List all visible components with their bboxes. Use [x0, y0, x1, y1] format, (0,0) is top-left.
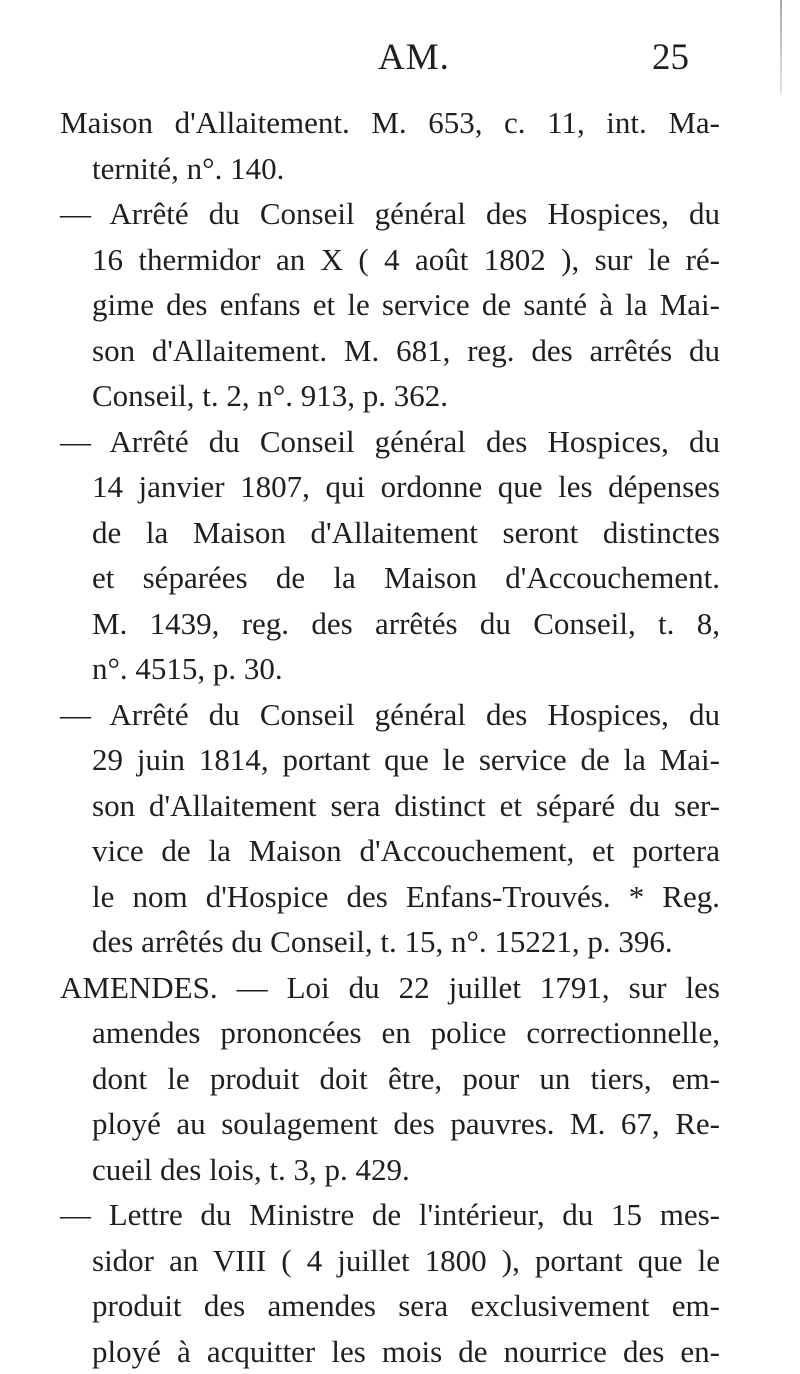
text-line: cueil des lois, t. 3, p. 429.	[60, 1147, 720, 1193]
text-line: Maison d'Allaitement. M. 653, c. 11, int. Ma-	[60, 100, 720, 146]
text-line: Conseil, t. 2, n°. 913, p. 362.	[60, 373, 720, 419]
text-line: AMENDES. — Loi du 22 juillet 1791, sur les	[60, 965, 720, 1011]
text-line: amendes prononcées en police correctionnelle,	[60, 1010, 720, 1056]
text-line: ployé à acquitter les mois de nourrice des en-	[60, 1329, 720, 1374]
text-line: sidor an VIII ( 4 juillet 1800 ), portant que le	[60, 1238, 720, 1284]
text-line: vice de la Maison d'Accouchement, et portera	[60, 828, 720, 874]
text-line: son d'Allaitement. M. 681, reg. des arrêtés du	[60, 328, 720, 374]
text-line: — Arrêté du Conseil général des Hospices, du	[60, 419, 720, 465]
text-line: et séparées de la Maison d'Accouchement.	[60, 555, 720, 601]
text-line: — Lettre du Ministre de l'intérieur, du 15 mes-	[60, 1192, 720, 1238]
text-line: le nom d'Hospice des Enfans-Trouvés. * Reg.	[60, 874, 720, 920]
text-line: dont le produit doit être, pour un tiers, em-	[60, 1056, 720, 1102]
text-line: son d'Allaitement sera distinct et séparé du ser-	[60, 783, 720, 829]
text-line: — Arrêté du Conseil général des Hospices, du	[60, 692, 720, 738]
page-number: 25	[652, 36, 689, 79]
text-line: M. 1439, reg. des arrêtés du Conseil, t. 8,	[60, 601, 720, 647]
text-line: produit des amendes sera exclusivement em-	[60, 1283, 720, 1329]
text-line: 29 juin 1814, portant que le service de la Mai-	[60, 737, 720, 783]
text-line: ternité, n°. 140.	[60, 146, 720, 192]
text-line: n°. 4515, p. 30.	[60, 646, 720, 692]
text-line: gime des enfans et le service de santé à la Mai-	[60, 282, 720, 328]
body-text	[60, 100, 720, 1374]
text-line: 16 thermidor an X ( 4 août 1802 ), sur le ré-	[60, 237, 720, 283]
text-line: — Arrêté du Conseil général des Hospices, du	[60, 191, 720, 237]
page-header	[0, 36, 800, 86]
text-line: des arrêtés du Conseil, t. 15, n°. 15221, p. 396.	[60, 919, 720, 965]
text-line: 14 janvier 1807, qui ordonne que les dépenses	[60, 464, 720, 510]
text-line: de la Maison d'Allaitement seront distinctes	[60, 510, 720, 556]
text-line: ployé au soulagement des pauvres. M. 67, Re-	[60, 1101, 720, 1147]
running-head: AM.	[378, 36, 450, 79]
